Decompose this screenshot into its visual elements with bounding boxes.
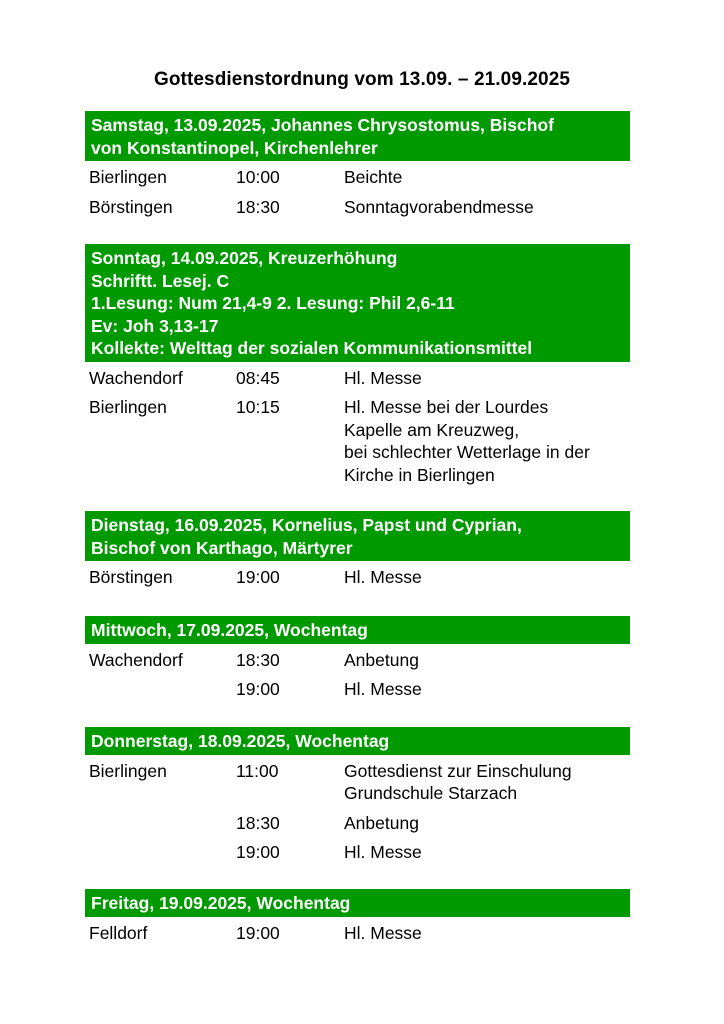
service-row bbox=[85, 166, 630, 189]
service-description: Hl. Messe bbox=[344, 367, 422, 388]
service-description: Anbetung bbox=[344, 649, 419, 670]
day-section-tuesday bbox=[85, 511, 630, 589]
service-description: Hl. Messe bbox=[344, 842, 422, 862]
day-header-line: Sonntag, 14.09.2025, Kreuzerhöhung bbox=[91, 248, 398, 268]
service-description: Hl. Messe bei der Lourdes Kapelle am Kreuzweg, bei schlechter Wetterlage in der Kirche in Bierlingen bbox=[344, 397, 590, 485]
service-time: 19:00 bbox=[236, 922, 280, 943]
service-time: 11:00 bbox=[236, 760, 279, 781]
day-header-line: Schriftt. Lesej. C bbox=[91, 270, 230, 291]
day-header-line: Mittwoch, 17.09.2025, Wochentag bbox=[91, 620, 368, 640]
day-header bbox=[85, 889, 630, 917]
day-section-saturday bbox=[85, 111, 630, 218]
day-header-line: Freitag, 19.09.2025, Wochentag bbox=[91, 893, 351, 913]
day-header-line: Dienstag, 16.09.2025, Kornelius, Papst und Cyprian, bbox=[91, 515, 522, 535]
day-header bbox=[85, 511, 630, 561]
service-row bbox=[85, 566, 630, 589]
service-place: Börstingen bbox=[89, 196, 173, 217]
day-header bbox=[85, 111, 630, 161]
service-row bbox=[85, 922, 630, 945]
day-header-line: 1.Lesung: Num 21,4-9 2. Lesung: Phil 2,6-11 bbox=[91, 293, 455, 313]
service-time: 18:30 bbox=[236, 196, 280, 217]
service-place: Wachendorf bbox=[89, 649, 183, 670]
day-section-thursday bbox=[85, 727, 630, 864]
service-row bbox=[85, 760, 630, 805]
service-row bbox=[85, 678, 630, 701]
service-time: 18:30 bbox=[236, 649, 280, 670]
day-section-friday bbox=[85, 889, 630, 944]
service-place: Bierlingen bbox=[89, 760, 167, 781]
service-place: Bierlingen bbox=[89, 167, 167, 187]
service-description: Gottesdienst zur Einschulung Grundschule Starzach bbox=[344, 760, 572, 803]
service-description: Hl. Messe bbox=[344, 922, 422, 943]
day-header-line: Donnerstag, 18.09.2025, Wochentag bbox=[91, 731, 390, 751]
service-time: 19:00 bbox=[236, 679, 280, 699]
service-place: Felldorf bbox=[89, 922, 148, 943]
service-place: Börstingen bbox=[89, 567, 173, 587]
service-time: 10:15 bbox=[236, 397, 280, 417]
day-header bbox=[85, 727, 630, 755]
service-time: 08:45 bbox=[236, 367, 280, 388]
service-time: 19:00 bbox=[236, 567, 280, 587]
service-row bbox=[85, 841, 630, 864]
service-description: Hl. Messe bbox=[344, 679, 422, 699]
service-row bbox=[85, 396, 630, 486]
day-header bbox=[85, 244, 630, 362]
page-title: Gottesdienstordnung vom 13.09. – 21.09.2025 bbox=[153, 69, 571, 90]
service-time: 19:00 bbox=[236, 842, 280, 862]
service-description: Sonntagvorabendmesse bbox=[344, 196, 534, 217]
day-header-line: von Konstantinopel, Kirchenlehrer bbox=[91, 137, 378, 158]
service-place: Bierlingen bbox=[89, 397, 167, 417]
service-description: Beichte bbox=[344, 167, 403, 187]
day-header-line: Ev: Joh 3,13-17 bbox=[91, 315, 219, 336]
day-header-line: Kollekte: Welttag der sozialen Kommunikationsmittel bbox=[91, 338, 533, 358]
day-header bbox=[85, 616, 630, 644]
service-row bbox=[85, 812, 630, 835]
day-header-line: Samstag, 13.09.2025, Johannes Chrysostomus, Bischof bbox=[91, 115, 554, 135]
service-place: Wachendorf bbox=[89, 367, 183, 388]
day-section-wednesday bbox=[85, 616, 630, 701]
service-description: Hl. Messe bbox=[344, 567, 422, 587]
service-time: 10:00 bbox=[236, 167, 280, 187]
service-row bbox=[85, 367, 630, 390]
day-section-sunday bbox=[85, 244, 630, 486]
service-time: 18:30 bbox=[236, 812, 280, 833]
service-description: Anbetung bbox=[344, 812, 419, 833]
service-row bbox=[85, 196, 630, 219]
day-header-line: Bischof von Karthago, Märtyrer bbox=[91, 537, 353, 558]
service-row bbox=[85, 649, 630, 672]
